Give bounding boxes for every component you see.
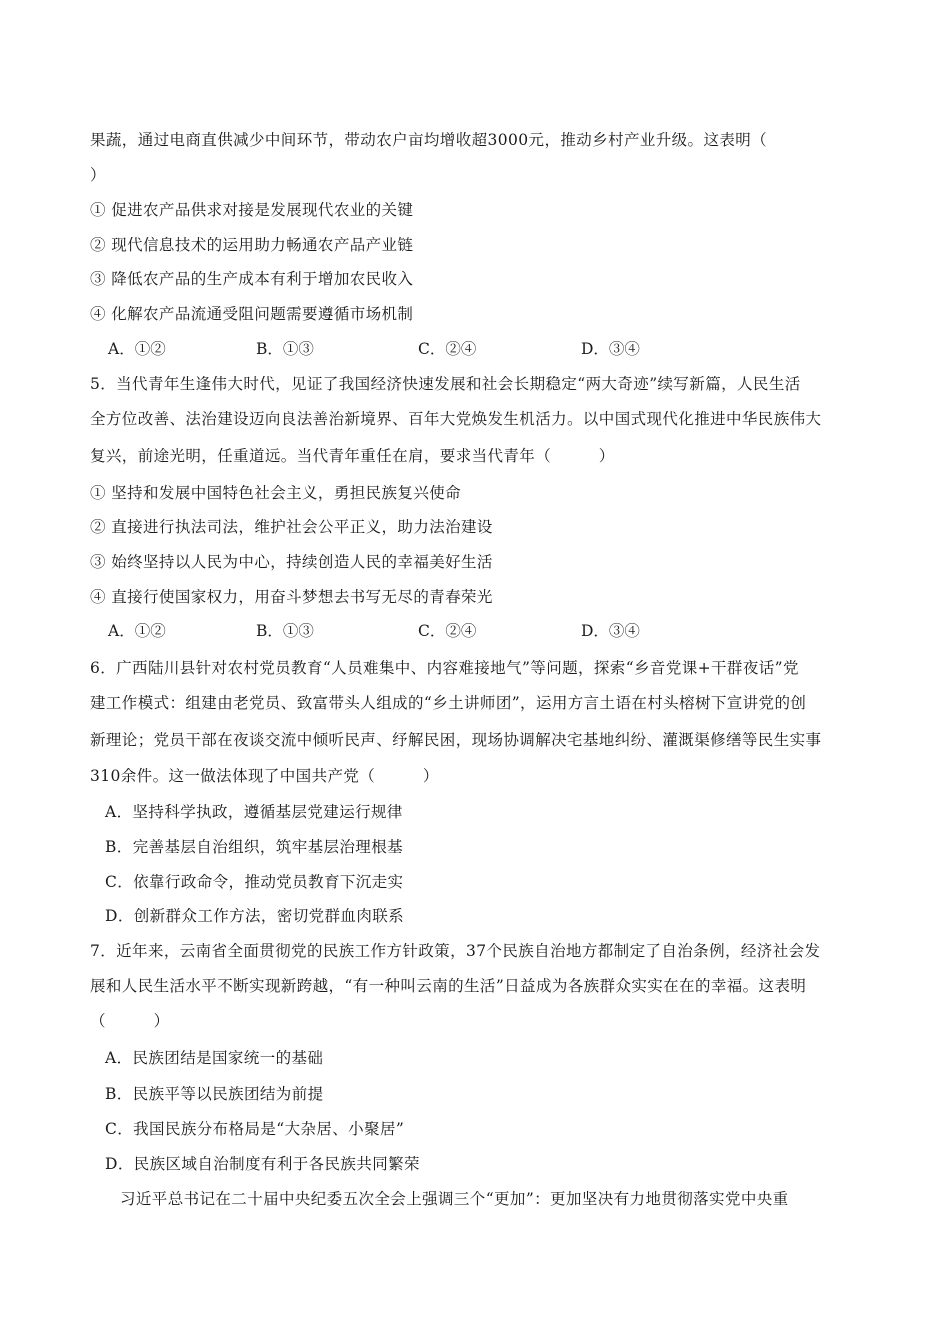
q5-option-c: C．②④ (418, 622, 477, 640)
q4-option-d: D．③④ (581, 340, 640, 358)
q6-stem-line-2: 建工作模式：组建由老党员、致富带头人组成的“乡土讲师团”，运用方言土语在村头榕树下宣讲党的创 (90, 694, 807, 712)
q6-stem-line-4: 310余件。这一做法体现了中国共产党（ ） (90, 767, 439, 785)
q6-option-b: B．完善基层自治组织，筑牢基层治理根基 (105, 838, 403, 856)
q5-stem-line-2: 全方位改善、法治建设迈向良法善治新境界、百年大党焕发生机活力。以中国式现代化推进中华民族伟大 (90, 410, 822, 428)
q5-option-a: A．①② (108, 622, 166, 640)
q7-stem-line-1: 7．近年来，云南省全面贯彻党的民族工作方针政策，37个民族自治地方都制定了自治条例，经济社会发 (90, 942, 821, 960)
q5-statement-3: ③ 始终坚持以人民为中心，持续创造人民的幸福美好生活 (90, 553, 493, 571)
q7-option-a: A．民族团结是国家统一的基础 (105, 1049, 324, 1067)
q7-option-c: C．我国民族分布格局是“大杂居、小聚居” (105, 1120, 405, 1138)
q5-statement-2: ② 直接进行执法司法，维护社会公平正义，助力法治建设 (90, 518, 493, 536)
q5-statement-4: ④ 直接行使国家权力，用奋斗梦想去书写无尽的青春荣光 (90, 588, 493, 606)
q5-statement-1: ① 坚持和发展中国特色社会主义，勇担民族复兴使命 (90, 484, 462, 502)
q4-option-a: A．①② (108, 340, 166, 358)
q6-stem-line-1: 6．广西陆川县针对农村党员教育“人员难集中、内容难接地气”等问题，探索“乡音党课+干群夜话”党 (90, 659, 799, 677)
q4-option-c: C．②④ (418, 340, 477, 358)
q8-intro-line-1: 习近平总书记在二十届中央纪委五次全会上强调三个“更加”：更加坚决有力地贯彻落实党中央重 (120, 1190, 789, 1208)
q4-stem-line-1: 果蔬，通过电商直供减少中间环节，带动农户亩均增收超3000元，推动乡村产业升级。这表明（ (90, 131, 768, 149)
q6-option-c: C．依靠行政命令，推动党员教育下沉走实 (105, 873, 404, 891)
q4-option-b: B．①③ (256, 340, 314, 358)
q5-stem-line-1: 5．当代青年生逢伟大时代，见证了我国经济快速发展和社会长期稳定“两大奇迹”续写新篇，人民生活 (90, 375, 801, 393)
q5-stem-line-3: 复兴，前途光明，任重道远。当代青年重任在肩，要求当代青年（ ） (90, 447, 615, 465)
q4-statement-1: ① 促进农产品供求对接是发展现代农业的关键 (90, 201, 414, 219)
q7-option-d: D．民族区域自治制度有利于各民族共同繁荣 (105, 1155, 420, 1173)
q7-stem-line-2: 展和人民生活水平不断实现新跨越，“有一种叫云南的生活”日益成为各族群众实实在在的幸福。这表明 (90, 977, 807, 995)
q5-option-b: B．①③ (256, 622, 314, 640)
q6-option-d: D．创新群众工作方法，密切党群血肉联系 (105, 907, 405, 925)
q4-statement-4: ④ 化解农产品流通受阻问题需要遵循市场机制 (90, 305, 414, 323)
q7-option-b: B．民族平等以民族团结为前提 (105, 1085, 324, 1103)
q6-option-a: A．坚持科学执政，遵循基层党建运行规律 (105, 803, 403, 821)
q4-stem-line-2: ） (90, 166, 106, 184)
q5-option-d: D．③④ (581, 622, 640, 640)
q7-stem-line-3: （ ） (90, 1012, 170, 1030)
q6-stem-line-3: 新理论；党员干部在夜谈交流中倾听民声、纾解民困，现场协调解决宅基地纠纷、灌溉渠修缮等民生实事 (90, 731, 822, 749)
q4-statement-2: ② 现代信息技术的运用助力畅通农产品产业链 (90, 236, 414, 254)
q4-statement-3: ③ 降低农产品的生产成本有利于增加农民收入 (90, 270, 414, 288)
